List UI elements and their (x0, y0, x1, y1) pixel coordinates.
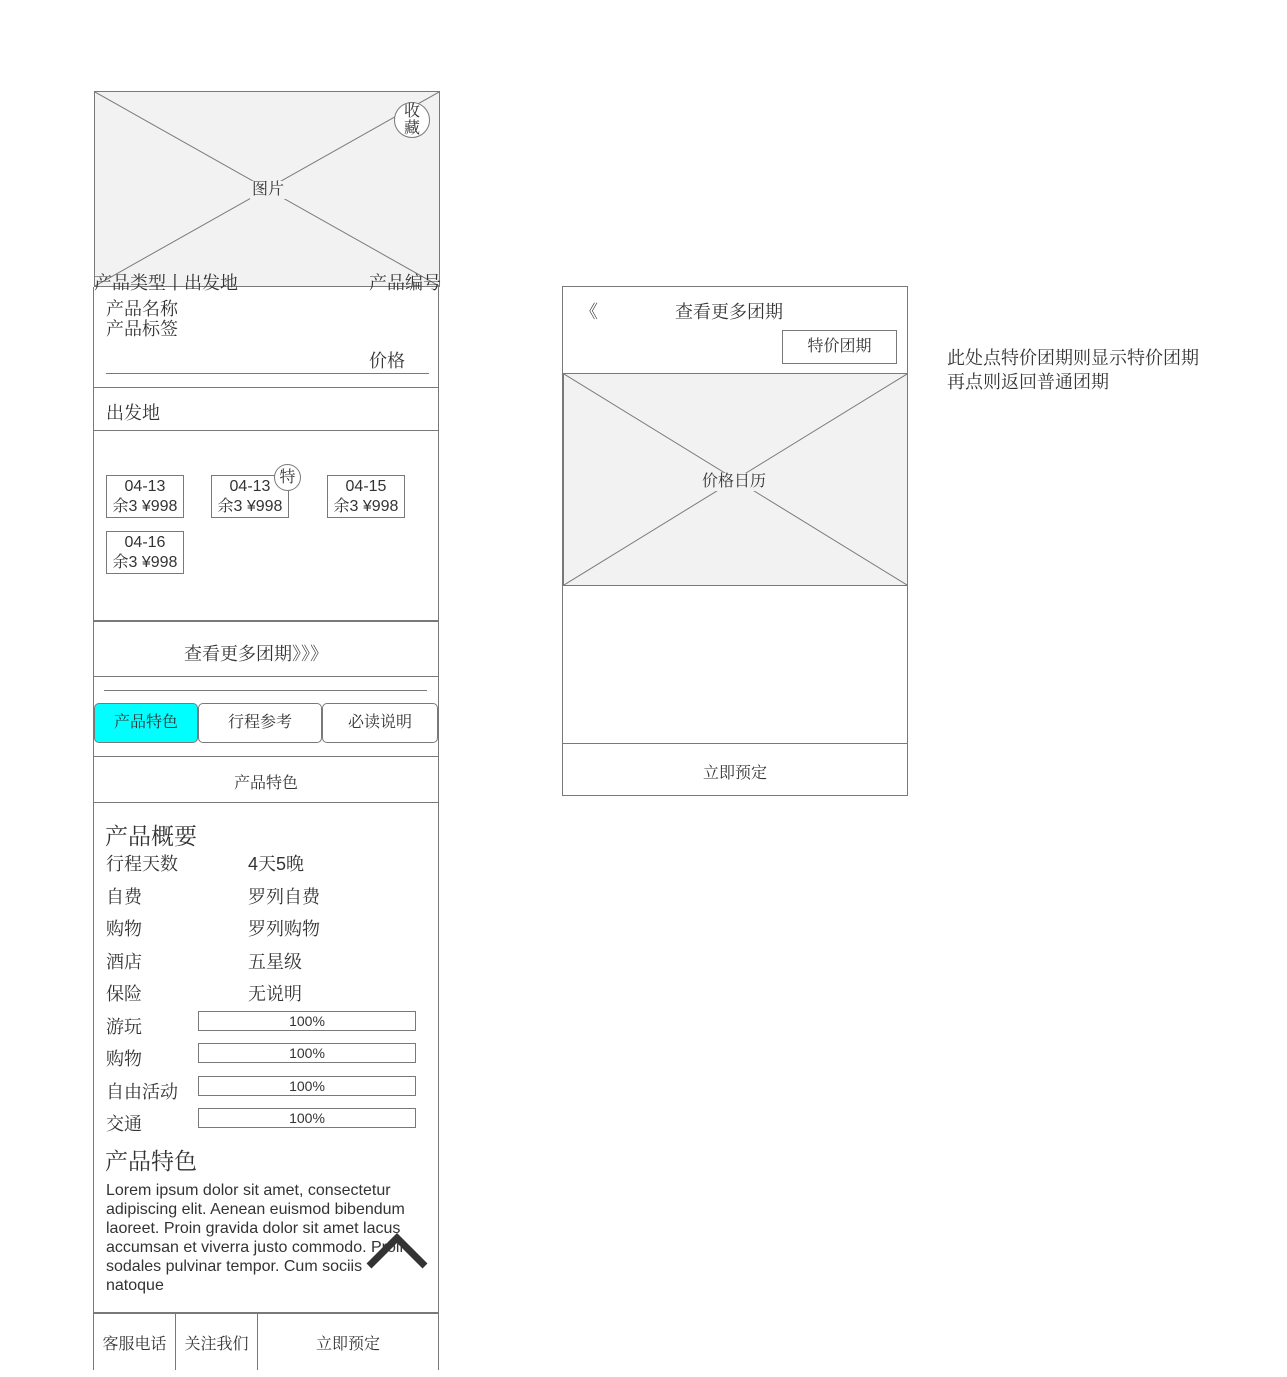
annotation-line: 此处点特价团期则显示特价团期 (947, 348, 1199, 368)
group-date: 04-13 (124, 478, 166, 495)
product-type-origin: 产品类型丨出发地 (94, 273, 238, 293)
back-button[interactable]: 《 (580, 302, 598, 322)
divider (94, 802, 438, 803)
image-label: 图片 (252, 181, 285, 198)
special-badge (274, 464, 301, 491)
divider (94, 430, 438, 431)
group-date-info: 余3 ¥998 (333, 498, 399, 515)
features-heading: 产品特色 (105, 1148, 197, 1174)
overview-heading: 产品概要 (105, 823, 197, 849)
overview-value: 罗列购物 (248, 919, 320, 939)
group-date: 04-15 (345, 478, 387, 495)
progress-text: 100% (289, 1110, 325, 1126)
tab-itinerary[interactable]: 行程参考 (198, 703, 322, 743)
progress-bar (198, 1076, 416, 1096)
origin: 出发地 (106, 403, 160, 423)
progress-text: 100% (289, 1045, 325, 1061)
overview-label: 保险 (106, 984, 142, 1004)
special-groups-button[interactable]: 特价团期 (782, 330, 897, 364)
price: 价格 (369, 351, 405, 371)
tab-product-features[interactable]: 产品特色 (94, 703, 198, 743)
book-now-button[interactable]: 立即预定 (702, 765, 767, 782)
section-title: 产品特色 (233, 775, 298, 792)
annotation-line: 再点则返回普通团期 (947, 372, 1109, 392)
divider (104, 690, 427, 691)
overview-label: 购物 (106, 919, 142, 939)
features-text: Lorem ipsum dolor sit amet, consectetur adipiscing elit. Aenean euismod bibendum laoreet. Proin gravida dolor sit amet lacus accumsan et viverra justo commodo. Proin sodales pulvinar tempor. Cum sociis natoque (106, 1182, 409, 1294)
book-now-button[interactable]: 立即预定 (315, 1336, 380, 1353)
divider (94, 620, 438, 622)
group-date-info: 余3 ¥998 (217, 498, 283, 515)
favorite-label: 收藏 (404, 103, 421, 137)
product-image[interactable] (94, 91, 440, 287)
group-date-card[interactable] (327, 475, 405, 518)
group-date: 04-13 (229, 478, 271, 495)
more-groups-link[interactable]: 查看更多团期》》》 (184, 644, 328, 664)
overview-value: 无说明 (248, 984, 302, 1004)
overview-label: 行程天数 (106, 854, 178, 874)
group-date-card[interactable] (106, 531, 184, 574)
overview-label: 自费 (106, 887, 142, 907)
favorite-button[interactable] (394, 102, 430, 138)
special-badge-label: 特 (279, 469, 296, 486)
bar-label: 游玩 (106, 1017, 142, 1037)
product-code: 产品编号 (369, 273, 441, 293)
progress-bar (198, 1011, 416, 1031)
annotation-note (947, 346, 1199, 394)
divider (94, 756, 438, 757)
product-name: 产品名称 (106, 299, 178, 319)
price-calendar[interactable] (563, 373, 908, 586)
progress-text: 100% (289, 1078, 325, 1094)
overview-value: 4天5晚 (248, 854, 305, 874)
back-to-top-icon[interactable] (364, 1232, 430, 1272)
overview-value: 罗列自费 (248, 887, 320, 907)
bar-label: 购物 (106, 1049, 142, 1069)
progress-text: 100% (289, 1013, 325, 1029)
group-date-info: 余3 ¥998 (112, 498, 178, 515)
bar-label: 自由活动 (106, 1082, 178, 1102)
screen-title: 查看更多团期 (675, 302, 783, 322)
progress-bar (198, 1108, 416, 1128)
product-tag: 产品标签 (106, 319, 178, 339)
follow-us-button[interactable]: 关注我们 (176, 1313, 258, 1370)
tab-must-read[interactable]: 必读说明 (322, 703, 438, 743)
divider (94, 387, 438, 388)
progress-bar (198, 1043, 416, 1063)
divider (563, 743, 907, 744)
group-date: 04-16 (124, 534, 166, 551)
bar-label: 交通 (106, 1114, 142, 1134)
divider (94, 676, 438, 677)
overview-value: 五星级 (248, 952, 302, 972)
overview-label: 酒店 (106, 952, 142, 972)
group-date-card[interactable] (106, 475, 184, 518)
customer-service-button[interactable]: 客服电话 (94, 1313, 176, 1370)
divider (106, 373, 429, 374)
group-date-info: 余3 ¥998 (112, 554, 178, 571)
calendar-label: 价格日历 (702, 473, 767, 490)
